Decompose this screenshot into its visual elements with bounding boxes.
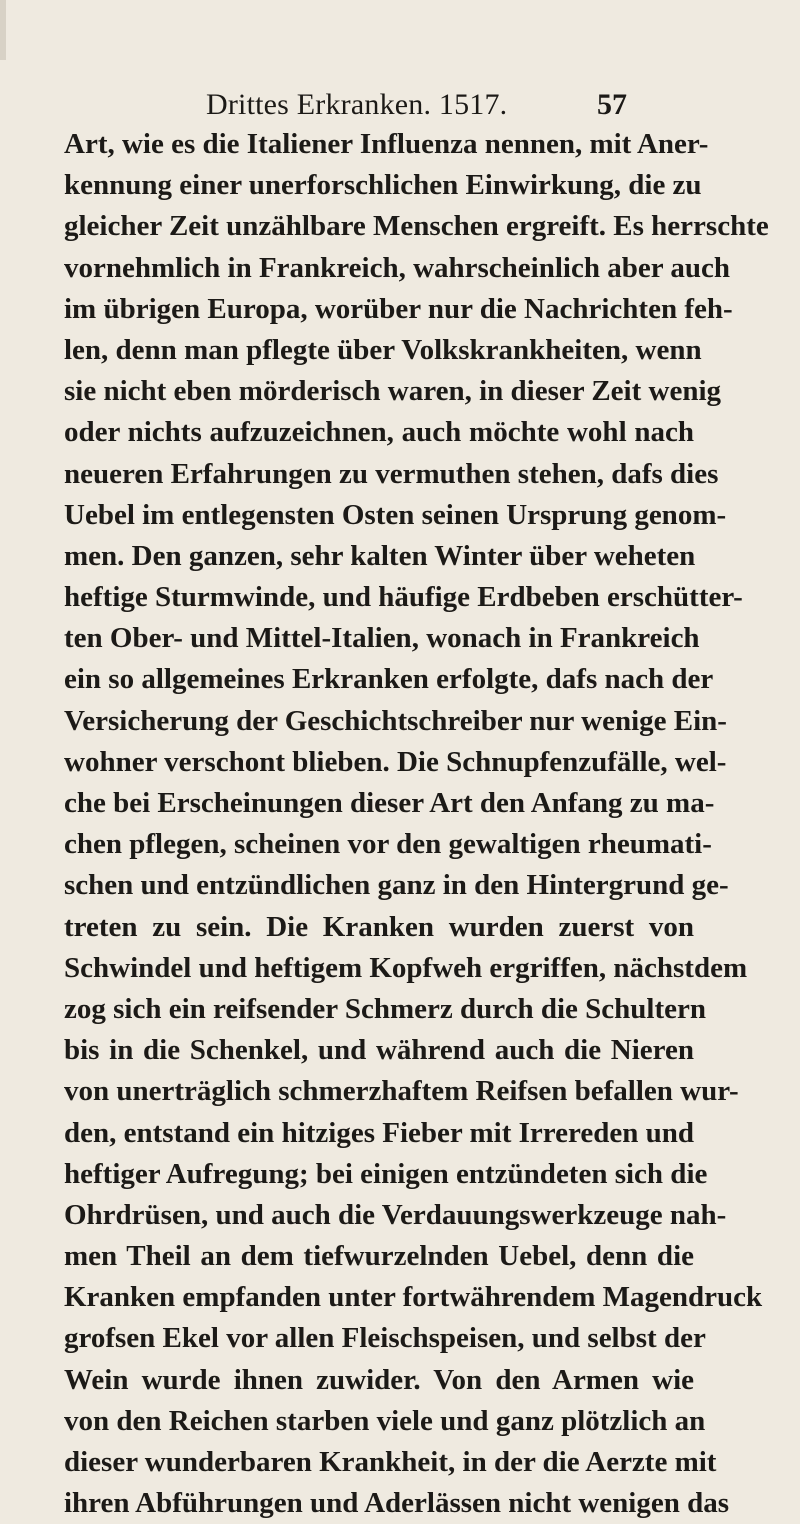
- text-line: Kranken empfanden unter fortwährendem Magendruck: [64, 1281, 763, 1314]
- text-line: den, entstand ein hitziges Fieber mit Irrereden und: [64, 1116, 694, 1149]
- text-line: kennung einer unerforschlichen Einwirkung, die zu: [64, 169, 702, 202]
- text-line: sie nicht eben mörderisch waren, in dieser Zeit wenig: [64, 375, 722, 408]
- text-line: zog sich ein reifsender Schmerz durch die Schultern: [64, 992, 706, 1025]
- text-line: Versicherung der Geschichtschreiber nur wenige Ein-: [64, 704, 727, 737]
- text-line: bis in die Schenkel, und während auch die Nieren: [64, 1034, 694, 1067]
- text-line: dieser wunderbaren Krankheit, in der die Aerzte mit: [64, 1446, 717, 1478]
- text-line: ein so allgemeines Erkranken erfolgte, dafs nach der: [64, 663, 714, 696]
- text-line: schen und entzündlichen ganz in den Hintergrund ge-: [64, 869, 729, 902]
- text-line: von unerträglich schmerzhaftem Reifsen befallen wur-: [64, 1075, 739, 1108]
- text-line: chen pflegen, scheinen vor den gewaltigen rheumati-: [64, 828, 712, 861]
- text-line: Ohrdrüsen, und auch die Verdauungswerkzeuge nah-: [64, 1198, 727, 1231]
- text-line: Art, wie es die Italiener Influenza nennen, mit Aner-: [64, 128, 709, 160]
- page-number: 57: [597, 88, 627, 121]
- text-line: che bei Erscheinungen dieser Art den Anfang zu ma-: [64, 787, 715, 819]
- running-head: Drittes Erkranken. 1517.: [206, 88, 508, 121]
- text-line: Schwindel und heftigem Kopfweh ergriffen, nächstdem: [64, 951, 748, 984]
- text-line: gleicher Zeit unzählbare Menschen ergreift. Es herrschte: [64, 210, 769, 243]
- page-edge-shadow: [0, 0, 6, 60]
- body-text: [64, 124, 769, 1524]
- text-line: im übrigen Europa, worüber nur die Nachrichten feh-: [64, 292, 733, 325]
- text-line: ihren Abführungen und Aderlässen nicht wenigen das: [64, 1487, 730, 1520]
- text-line: ten Ober- und Mittel-Italien, wonach in Frankreich: [64, 622, 700, 655]
- text-line: heftiger Aufregung; bei einigen entzündeten sich die: [64, 1157, 708, 1190]
- text-line: men. Den ganzen, sehr kalten Winter über weheten: [64, 539, 696, 572]
- text-line: von den Reichen starben viele und ganz plötzlich an: [64, 1404, 706, 1437]
- text-line: vornehmlich in Frankreich, wahrscheinlich aber auch: [64, 251, 730, 284]
- text-line: neueren Erfahrungen zu vermuthen stehen, dafs dies: [64, 457, 719, 490]
- text-line: wohner verschont blieben. Die Schnupfenzufälle, wel-: [64, 745, 727, 778]
- text-line: treten zu sein. Die Kranken wurden zuerst von: [64, 910, 694, 943]
- text-line: oder nichts aufzuzeichnen, auch möchte wohl nach: [64, 416, 694, 449]
- text-line: men Theil an dem tiefwurzelnden Uebel, denn die: [64, 1240, 694, 1273]
- text-line: heftige Sturmwinde, und häufige Erdbeben erschütter-: [64, 581, 743, 614]
- text-line: Wein wurde ihnen zuwider. Von den Armen wie: [64, 1363, 694, 1396]
- page-header: [0, 88, 800, 128]
- text-line: grofsen Ekel vor allen Fleischspeisen, und selbst der: [64, 1322, 706, 1355]
- text-line: Uebel im entlegensten Osten seinen Ursprung genom-: [64, 498, 727, 531]
- text-line: len, denn man pflegte über Volkskrankheiten, wenn: [64, 333, 702, 366]
